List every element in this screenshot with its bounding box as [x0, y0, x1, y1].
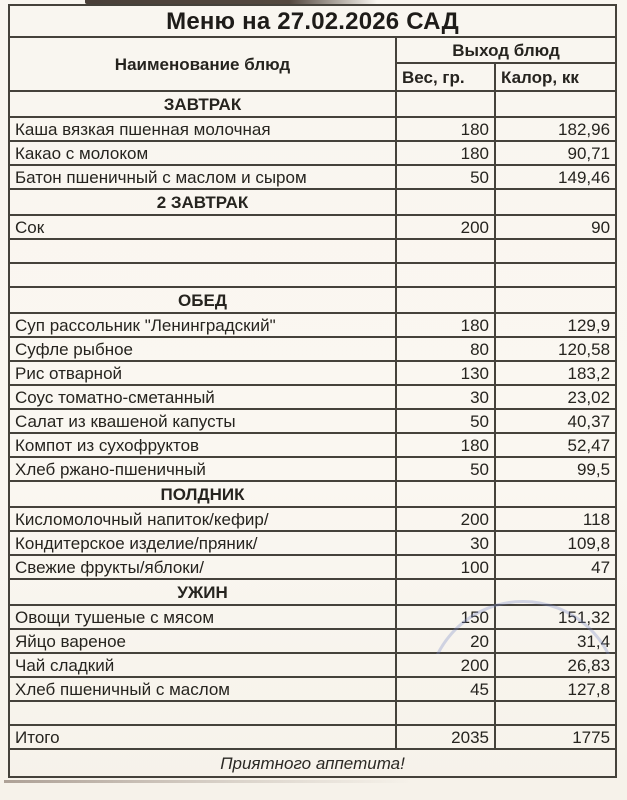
dish-name-cell	[9, 263, 396, 287]
dish-name-cell	[9, 701, 396, 725]
calories-cell: 182,96	[495, 117, 616, 141]
dish-name-cell: Свежие фрукты/яблоки/	[9, 555, 396, 579]
column-header-weight: Вес, гр.	[396, 63, 495, 91]
menu-section-row	[9, 287, 616, 313]
menu-item-row	[9, 629, 616, 653]
menu-section-row	[9, 189, 616, 215]
weight-cell	[396, 239, 495, 263]
dish-name-cell: ПОЛДНИК	[9, 481, 396, 507]
weight-cell	[396, 189, 495, 215]
page-title: Меню на 27.02.2026 САД	[9, 5, 616, 37]
menu-item-row	[9, 313, 616, 337]
calories-cell: 26,83	[495, 653, 616, 677]
dish-name-cell: Суфле рыбное	[9, 337, 396, 361]
header-row-group	[9, 37, 616, 63]
calories-cell: 23,02	[495, 385, 616, 409]
calories-cell: 149,46	[495, 165, 616, 189]
calories-cell	[495, 189, 616, 215]
dish-name-cell: Овощи тушеные с мясом	[9, 605, 396, 629]
calories-cell: 99,5	[495, 457, 616, 481]
weight-cell: 200	[396, 653, 495, 677]
weight-cell: 50	[396, 457, 495, 481]
menu-empty-row	[9, 239, 616, 263]
title-row	[9, 5, 616, 37]
footer-message: Приятного аппетита!	[9, 749, 616, 777]
dish-name-cell	[9, 239, 396, 263]
calories-cell: 31,4	[495, 629, 616, 653]
menu-item-row	[9, 117, 616, 141]
dish-name-cell: ОБЕД	[9, 287, 396, 313]
menu-item-row	[9, 215, 616, 239]
weight-cell	[396, 701, 495, 725]
menu-table-body	[9, 91, 616, 749]
dish-name-cell: Яйцо вареное	[9, 629, 396, 653]
weight-cell: 180	[396, 313, 495, 337]
dish-name-cell: Компот из сухофруктов	[9, 433, 396, 457]
weight-cell: 150	[396, 605, 495, 629]
menu-item-row	[9, 677, 616, 701]
menu-table	[8, 4, 617, 778]
weight-cell: 30	[396, 385, 495, 409]
weight-cell	[396, 91, 495, 117]
weight-cell: 45	[396, 677, 495, 701]
calories-cell	[495, 287, 616, 313]
weight-cell: 2035	[396, 725, 495, 749]
menu-section-row	[9, 481, 616, 507]
dish-name-cell: Батон пшеничный с маслом и сыром	[9, 165, 396, 189]
menu-item-row	[9, 165, 616, 189]
column-header-output-group: Выход блюд	[396, 37, 616, 63]
menu-item-row	[9, 507, 616, 531]
dish-name-cell: Рис отварной	[9, 361, 396, 385]
weight-cell: 80	[396, 337, 495, 361]
scan-edge-artifact-bottom	[4, 780, 414, 783]
weight-cell: 100	[396, 555, 495, 579]
menu-empty-row	[9, 701, 616, 725]
dish-name-cell: Салат из квашеной капусты	[9, 409, 396, 433]
calories-cell	[495, 701, 616, 725]
dish-name-cell: Итого	[9, 725, 396, 749]
weight-cell: 200	[396, 215, 495, 239]
dish-name-cell: Сок	[9, 215, 396, 239]
menu-total-row	[9, 725, 616, 749]
weight-cell	[396, 481, 495, 507]
calories-cell: 47	[495, 555, 616, 579]
weight-cell	[396, 263, 495, 287]
menu-section-row	[9, 91, 616, 117]
menu-item-row	[9, 555, 616, 579]
weight-cell	[396, 287, 495, 313]
menu-empty-row	[9, 263, 616, 287]
dish-name-cell: Суп рассольник "Ленинградский"	[9, 313, 396, 337]
weight-cell: 200	[396, 507, 495, 531]
dish-name-cell: Кондитерское изделие/пряник/	[9, 531, 396, 555]
calories-cell	[495, 481, 616, 507]
calories-cell: 183,2	[495, 361, 616, 385]
dish-name-cell: ЗАВТРАК	[9, 91, 396, 117]
calories-cell: 151,32	[495, 605, 616, 629]
weight-cell: 130	[396, 361, 495, 385]
calories-cell: 90	[495, 215, 616, 239]
menu-item-row	[9, 409, 616, 433]
weight-cell	[396, 579, 495, 605]
calories-cell	[495, 91, 616, 117]
weight-cell: 180	[396, 141, 495, 165]
weight-cell: 20	[396, 629, 495, 653]
calories-cell: 1775	[495, 725, 616, 749]
dish-name-cell: Чай сладкий	[9, 653, 396, 677]
column-header-name: Наименование блюд	[9, 37, 396, 91]
column-header-calories: Калор, кк	[495, 63, 616, 91]
menu-item-row	[9, 141, 616, 165]
calories-cell: 90,71	[495, 141, 616, 165]
dish-name-cell: Хлеб пшеничный с маслом	[9, 677, 396, 701]
weight-cell: 180	[396, 117, 495, 141]
dish-name-cell: Какао с молоком	[9, 141, 396, 165]
calories-cell	[495, 263, 616, 287]
weight-cell: 50	[396, 165, 495, 189]
footer-row	[9, 749, 616, 777]
menu-section-row	[9, 579, 616, 605]
menu-item-row	[9, 433, 616, 457]
dish-name-cell: Хлеб ржано-пшеничный	[9, 457, 396, 481]
weight-cell: 30	[396, 531, 495, 555]
weight-cell: 50	[396, 409, 495, 433]
calories-cell: 120,58	[495, 337, 616, 361]
calories-cell: 129,9	[495, 313, 616, 337]
calories-cell	[495, 239, 616, 263]
menu-item-row	[9, 337, 616, 361]
menu-item-row	[9, 531, 616, 555]
weight-cell: 180	[396, 433, 495, 457]
calories-cell: 52,47	[495, 433, 616, 457]
calories-cell: 109,8	[495, 531, 616, 555]
menu-item-row	[9, 361, 616, 385]
dish-name-cell: Каша вязкая пшенная молочная	[9, 117, 396, 141]
dish-name-cell: 2 ЗАВТРАК	[9, 189, 396, 215]
dish-name-cell: Соус томатно-сметанный	[9, 385, 396, 409]
calories-cell: 127,8	[495, 677, 616, 701]
menu-item-row	[9, 653, 616, 677]
calories-cell: 40,37	[495, 409, 616, 433]
menu-item-row	[9, 605, 616, 629]
dish-name-cell: Кисломолочный напиток/кефир/	[9, 507, 396, 531]
calories-cell: 118	[495, 507, 616, 531]
menu-item-row	[9, 457, 616, 481]
dish-name-cell: УЖИН	[9, 579, 396, 605]
calories-cell	[495, 579, 616, 605]
menu-item-row	[9, 385, 616, 409]
